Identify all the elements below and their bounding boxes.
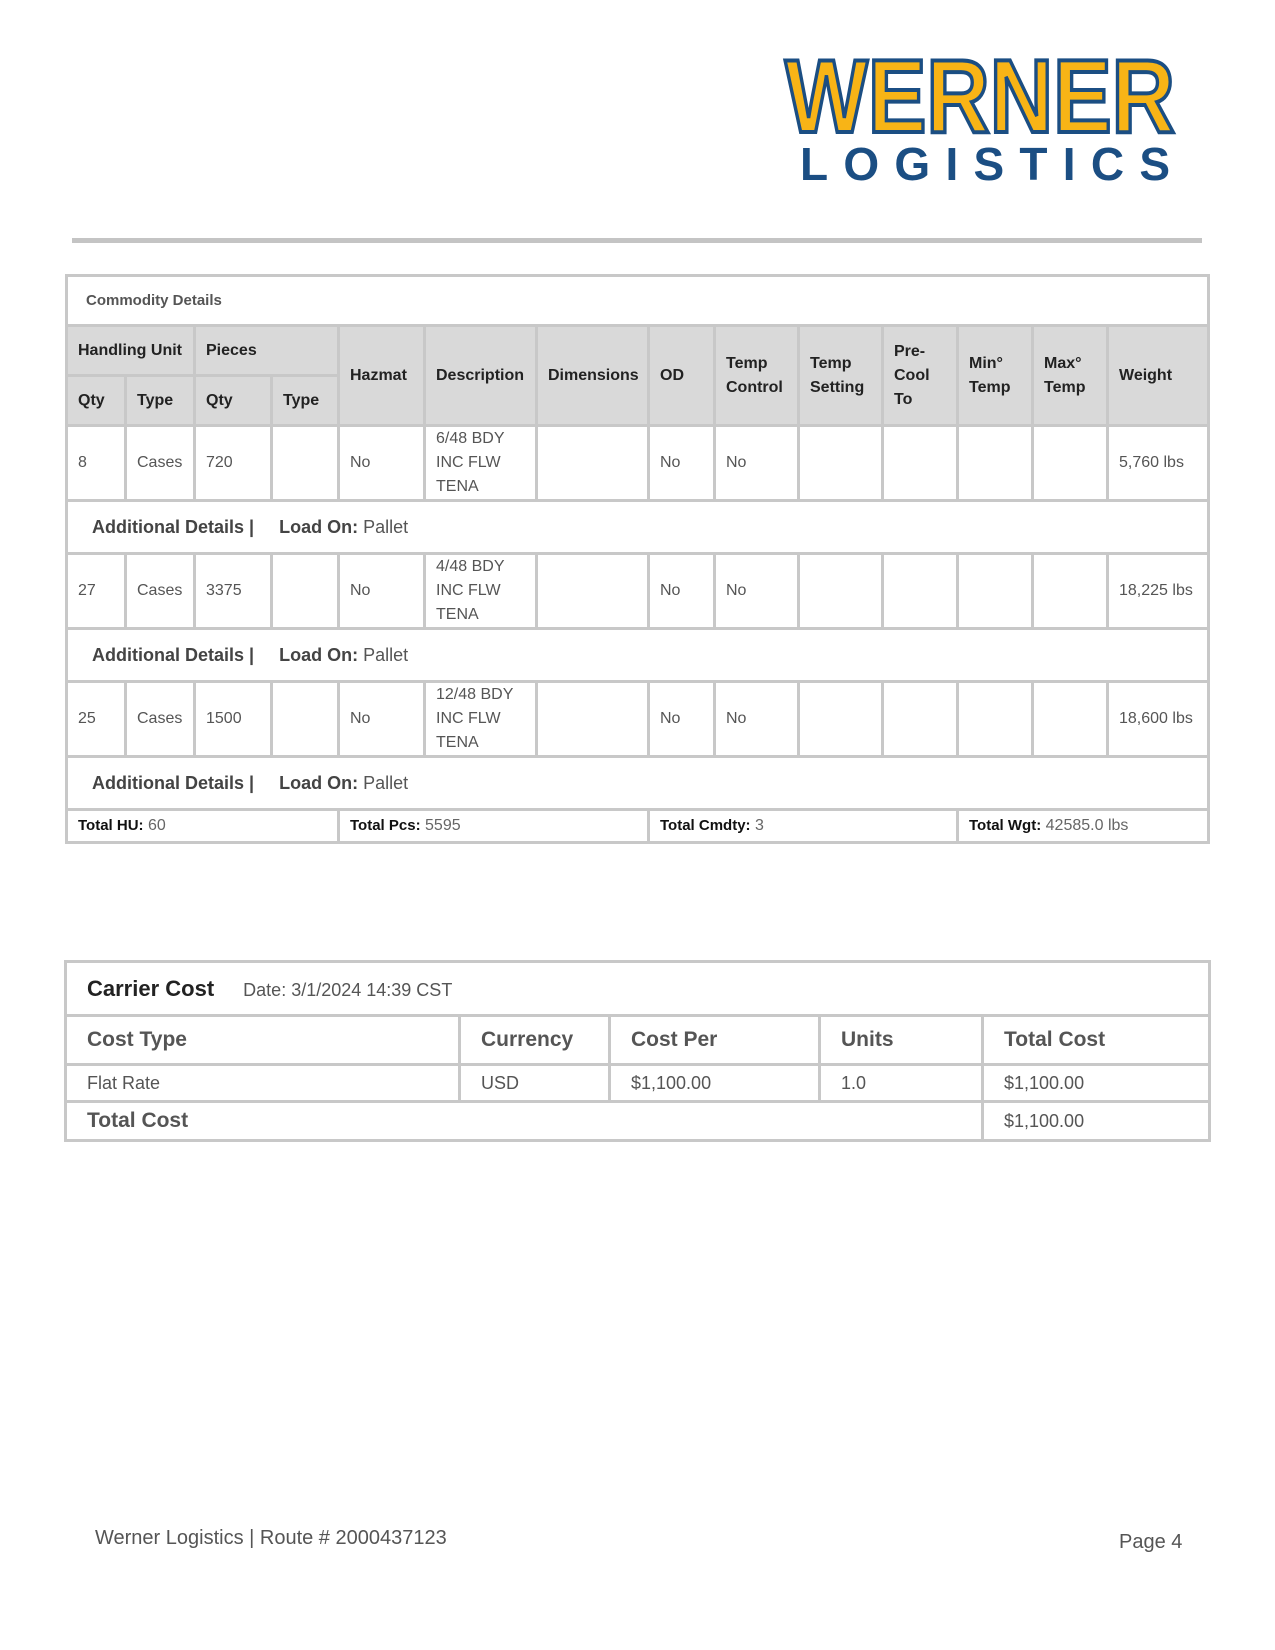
pcs-qty: 720 bbox=[195, 426, 272, 501]
load-on-value: Pallet bbox=[363, 517, 409, 537]
description: 12/48 BDY INC FLW TENA bbox=[425, 682, 537, 757]
weight: 18,225 lbs bbox=[1108, 554, 1209, 629]
col-weight: Weight bbox=[1108, 326, 1209, 426]
carrier-cost-title: Carrier Cost bbox=[87, 975, 215, 1001]
col-cost-type: Cost Type bbox=[66, 1016, 460, 1065]
total-wgt-label: Total Wgt: bbox=[969, 817, 1042, 834]
total-cost-row bbox=[66, 1102, 1210, 1141]
load-on-value: Pallet bbox=[363, 773, 409, 793]
col-dimensions: Dimensions bbox=[537, 326, 649, 426]
hu-qty: 27 bbox=[67, 554, 126, 629]
totals-row bbox=[67, 810, 1209, 843]
header-divider bbox=[72, 238, 1202, 243]
min-temp bbox=[958, 426, 1033, 501]
col-pieces: Pieces bbox=[195, 326, 339, 376]
load-on-label: Load On: bbox=[279, 773, 359, 793]
col-min-temp: Min° Temp bbox=[958, 326, 1033, 426]
table-row bbox=[67, 682, 1209, 757]
col-temp-setting: Temp Setting bbox=[799, 326, 883, 426]
temp-setting bbox=[799, 554, 883, 629]
min-temp bbox=[958, 682, 1033, 757]
col-currency: Currency bbox=[460, 1016, 610, 1065]
pcs-qty: 3375 bbox=[195, 554, 272, 629]
col-pre-cool-to: Pre-Cool To bbox=[883, 326, 958, 426]
total-cmdty-label: Total Cmdty: bbox=[660, 817, 751, 834]
od: No bbox=[649, 682, 715, 757]
logo-subtitle: LOGISTICS bbox=[800, 138, 1170, 190]
temp-setting bbox=[799, 426, 883, 501]
total-wgt bbox=[958, 810, 1209, 843]
max-temp bbox=[1033, 682, 1108, 757]
col-handling-unit: Handling Unit bbox=[67, 326, 195, 376]
total-cmdty bbox=[649, 810, 958, 843]
col-total-cost: Total Cost bbox=[983, 1016, 1210, 1065]
col-temp-control: Temp Control bbox=[715, 326, 799, 426]
temp-control: No bbox=[715, 426, 799, 501]
hu-qty: 8 bbox=[67, 426, 126, 501]
total-cost-value: $1,100.00 bbox=[983, 1102, 1210, 1141]
hu-qty: 25 bbox=[67, 682, 126, 757]
additional-details-row bbox=[67, 501, 1209, 554]
col-hazmat: Hazmat bbox=[339, 326, 425, 426]
col-cost-per: Cost Per bbox=[610, 1016, 820, 1065]
carrier-cost-header bbox=[66, 962, 1210, 1016]
pcs-type bbox=[272, 682, 339, 757]
pcs-type bbox=[272, 426, 339, 501]
total-cost: $1,100.00 bbox=[983, 1065, 1210, 1102]
commodity-table bbox=[65, 274, 1210, 844]
col-od: OD bbox=[649, 326, 715, 426]
pcs-qty: 1500 bbox=[195, 682, 272, 757]
col-pcs-type: Type bbox=[272, 376, 339, 426]
table-row bbox=[67, 554, 1209, 629]
logo-wordmark: WERNER bbox=[785, 40, 1175, 155]
cost-type: Flat Rate bbox=[66, 1065, 460, 1102]
currency: USD bbox=[460, 1065, 610, 1102]
od: No bbox=[649, 426, 715, 501]
additional-details-label: Additional Details | bbox=[92, 773, 255, 793]
hu-type: Cases bbox=[126, 682, 195, 757]
werner-logistics-logo bbox=[780, 40, 1200, 190]
hazmat: No bbox=[339, 426, 425, 501]
additional-details-label: Additional Details | bbox=[92, 517, 255, 537]
load-on-value: Pallet bbox=[363, 645, 409, 665]
units: 1.0 bbox=[820, 1065, 983, 1102]
pcs-type bbox=[272, 554, 339, 629]
col-description: Description bbox=[425, 326, 537, 426]
additional-details-row bbox=[67, 757, 1209, 810]
weight: 5,760 lbs bbox=[1108, 426, 1209, 501]
hazmat: No bbox=[339, 554, 425, 629]
total-hu bbox=[67, 810, 339, 843]
max-temp bbox=[1033, 426, 1108, 501]
commodity-caption: Commodity Details bbox=[67, 276, 1209, 326]
temp-control: No bbox=[715, 682, 799, 757]
description: 6/48 BDY INC FLW TENA bbox=[425, 426, 537, 501]
total-pcs bbox=[339, 810, 649, 843]
total-hu-label: Total HU: bbox=[78, 817, 144, 834]
table-row bbox=[66, 1065, 1210, 1102]
footer-route: Werner Logistics | Route # 2000437123 bbox=[95, 1527, 447, 1549]
table-row bbox=[67, 426, 1209, 501]
pre-cool bbox=[883, 682, 958, 757]
od: No bbox=[649, 554, 715, 629]
total-pcs-label: Total Pcs: bbox=[350, 817, 421, 834]
col-hu-qty: Qty bbox=[67, 376, 126, 426]
total-hu-value: 60 bbox=[148, 817, 166, 834]
page-number: Page 4 bbox=[1119, 1531, 1183, 1553]
temp-control: No bbox=[715, 554, 799, 629]
pre-cool bbox=[883, 426, 958, 501]
dimensions bbox=[537, 426, 649, 501]
hu-type: Cases bbox=[126, 554, 195, 629]
carrier-cost-date: Date: 3/1/2024 14:39 CST bbox=[243, 979, 453, 1000]
col-units: Units bbox=[820, 1016, 983, 1065]
total-cmdty-value: 3 bbox=[755, 817, 764, 834]
total-wgt-value: 42585.0 lbs bbox=[1045, 817, 1129, 834]
hazmat: No bbox=[339, 682, 425, 757]
additional-details-row bbox=[67, 629, 1209, 682]
weight: 18,600 lbs bbox=[1108, 682, 1209, 757]
col-max-temp: Max° Temp bbox=[1033, 326, 1108, 426]
min-temp bbox=[958, 554, 1033, 629]
load-on-label: Load On: bbox=[279, 645, 359, 665]
pre-cool bbox=[883, 554, 958, 629]
description: 4/48 BDY INC FLW TENA bbox=[425, 554, 537, 629]
col-pcs-qty: Qty bbox=[195, 376, 272, 426]
total-cost-label: Total Cost bbox=[66, 1102, 983, 1141]
total-pcs-value: 5595 bbox=[425, 817, 461, 834]
dimensions bbox=[537, 682, 649, 757]
cost-per: $1,100.00 bbox=[610, 1065, 820, 1102]
col-hu-type: Type bbox=[126, 376, 195, 426]
max-temp bbox=[1033, 554, 1108, 629]
additional-details-label: Additional Details | bbox=[92, 645, 255, 665]
load-on-label: Load On: bbox=[279, 517, 359, 537]
carrier-cost-table bbox=[64, 960, 1211, 1142]
dimensions bbox=[537, 554, 649, 629]
temp-setting bbox=[799, 682, 883, 757]
hu-type: Cases bbox=[126, 426, 195, 501]
